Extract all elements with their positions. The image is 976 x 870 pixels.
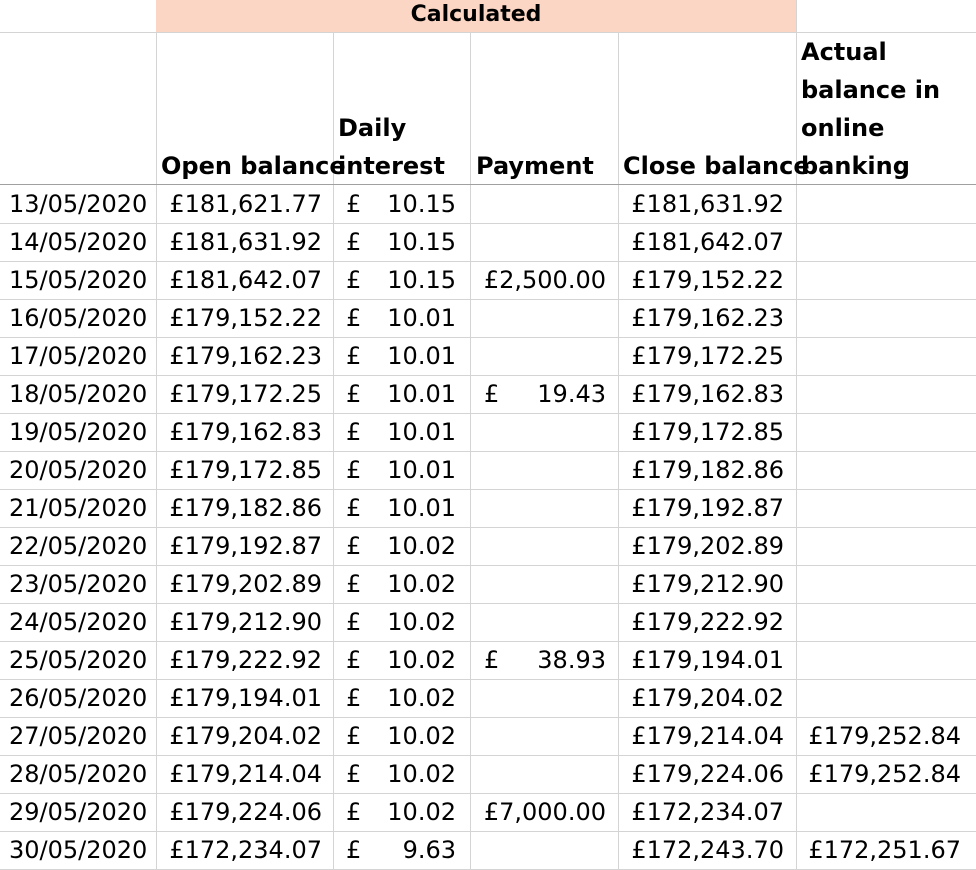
daily-interest-cell[interactable]: 10.01 xyxy=(387,304,456,332)
payment-cell[interactable] xyxy=(474,565,606,603)
table-row xyxy=(0,299,976,337)
open-balance-cell[interactable]: £172,234.07 xyxy=(169,836,322,864)
payment-currency-symbol: £ xyxy=(484,380,500,408)
actual-balance-cell[interactable] xyxy=(805,679,961,717)
payment-currency-symbol: £ xyxy=(484,646,500,674)
open-balance-cell[interactable]: £179,224.06 xyxy=(169,798,322,826)
payment-cell[interactable] xyxy=(474,831,606,869)
table-row xyxy=(0,831,976,869)
date-cell[interactable]: 27/05/2020 xyxy=(9,722,148,750)
actual-balance-cell[interactable] xyxy=(805,223,961,261)
interest-currency-symbol: £ xyxy=(346,266,362,294)
actual-balance-cell[interactable] xyxy=(805,261,961,299)
table-row xyxy=(0,565,976,603)
payment-cell[interactable] xyxy=(474,413,606,451)
open-balance-cell[interactable]: £179,172.25 xyxy=(169,380,322,408)
payment-cell[interactable] xyxy=(474,451,606,489)
daily-interest-cell[interactable]: 10.15 xyxy=(387,190,456,218)
payment-cell[interactable] xyxy=(474,793,606,831)
header-actual-balance-line: Actual xyxy=(801,38,887,66)
close-balance-cell[interactable]: £179,182.86 xyxy=(631,456,784,484)
table-row xyxy=(0,223,976,261)
table-row xyxy=(0,375,976,413)
daily-interest-cell[interactable]: 10.02 xyxy=(387,570,456,598)
daily-interest-cell[interactable]: 10.01 xyxy=(387,494,456,522)
table-row xyxy=(0,679,976,717)
table-row xyxy=(0,717,976,755)
open-balance-cell[interactable]: £179,222.92 xyxy=(169,646,322,674)
interest-currency-symbol: £ xyxy=(346,722,362,750)
payment-cell[interactable] xyxy=(474,603,606,641)
open-balance-cell[interactable]: £181,642.07 xyxy=(169,266,322,294)
close-balance-cell[interactable]: £179,212.90 xyxy=(631,570,784,598)
close-balance-cell[interactable]: £179,172.25 xyxy=(631,342,784,370)
interest-currency-symbol: £ xyxy=(346,798,362,826)
close-balance-cell[interactable]: £179,214.04 xyxy=(631,722,784,750)
payment-amount: 19.43 xyxy=(537,380,606,408)
interest-currency-symbol: £ xyxy=(346,380,362,408)
interest-currency-symbol: £ xyxy=(346,228,362,256)
close-balance-cell[interactable]: £172,234.07 xyxy=(631,798,784,826)
actual-balance-cell[interactable]: £179,252.84 xyxy=(808,722,961,750)
header-actual-balance-line: banking xyxy=(801,152,910,180)
open-balance-cell[interactable]: £179,212.90 xyxy=(169,608,322,636)
close-balance-cell[interactable]: £172,243.70 xyxy=(631,836,784,864)
daily-interest-cell[interactable]: 10.02 xyxy=(387,760,456,788)
interest-currency-symbol: £ xyxy=(346,532,362,560)
payment-cell[interactable] xyxy=(474,679,606,717)
actual-balance-cell[interactable] xyxy=(805,527,961,565)
interest-currency-symbol: £ xyxy=(346,342,362,370)
close-balance-cell[interactable]: £179,152.22 xyxy=(631,266,784,294)
table-row xyxy=(0,603,976,641)
actual-balance-cell[interactable] xyxy=(805,565,961,603)
close-balance-cell[interactable]: £179,202.89 xyxy=(631,532,784,560)
interest-currency-symbol: £ xyxy=(346,836,362,864)
actual-balance-cell[interactable] xyxy=(805,603,961,641)
table-row xyxy=(0,413,976,451)
close-balance-cell[interactable]: £179,192.87 xyxy=(631,494,784,522)
table-row xyxy=(0,261,976,299)
header-actual-balance-line: balance in xyxy=(801,76,941,104)
daily-interest-cell[interactable]: 10.02 xyxy=(387,646,456,674)
open-balance-cell[interactable]: £179,152.22 xyxy=(169,304,322,332)
actual-balance-cell[interactable] xyxy=(805,793,961,831)
payment-cell[interactable] xyxy=(474,489,606,527)
date-cell[interactable]: 14/05/2020 xyxy=(9,228,148,256)
actual-balance-cell[interactable] xyxy=(805,451,961,489)
close-balance-cell[interactable]: £179,224.06 xyxy=(631,760,784,788)
payment-amount: £7,000.00 xyxy=(483,798,606,826)
date-cell[interactable]: 22/05/2020 xyxy=(9,532,148,560)
open-balance-cell[interactable]: £179,192.87 xyxy=(169,532,322,560)
header-daily-interest-line: interest xyxy=(338,152,445,180)
daily-interest-cell[interactable]: 10.01 xyxy=(387,342,456,370)
interest-currency-symbol: £ xyxy=(346,418,362,446)
interest-currency-symbol: £ xyxy=(346,494,362,522)
daily-interest-cell[interactable]: 10.01 xyxy=(387,456,456,484)
payment-cell[interactable] xyxy=(474,375,606,413)
date-cell[interactable]: 13/05/2020 xyxy=(9,190,148,218)
daily-interest-cell[interactable]: 10.02 xyxy=(387,684,456,712)
open-balance-cell[interactable]: £179,194.01 xyxy=(169,684,322,712)
daily-interest-cell[interactable]: 10.15 xyxy=(387,228,456,256)
interest-currency-symbol: £ xyxy=(346,190,362,218)
interest-currency-symbol: £ xyxy=(346,570,362,598)
header-close-balance[interactable]: Close balance xyxy=(623,152,810,180)
payment-cell[interactable] xyxy=(474,641,606,679)
table-row xyxy=(0,527,976,565)
close-balance-cell[interactable]: £179,172.85 xyxy=(631,418,784,446)
open-balance-cell[interactable]: £179,214.04 xyxy=(169,760,322,788)
date-cell[interactable]: 29/05/2020 xyxy=(9,798,148,826)
table-row xyxy=(0,451,976,489)
actual-balance-cell[interactable] xyxy=(805,489,961,527)
open-balance-cell[interactable]: £179,202.89 xyxy=(169,570,322,598)
interest-currency-symbol: £ xyxy=(346,646,362,674)
date-cell[interactable]: 24/05/2020 xyxy=(9,608,148,636)
close-balance-cell[interactable]: £179,162.83 xyxy=(631,380,784,408)
close-balance-cell[interactable]: £179,194.01 xyxy=(631,646,784,674)
interest-currency-symbol: £ xyxy=(346,608,362,636)
payment-cell[interactable] xyxy=(474,299,606,337)
header-actual-balance[interactable] xyxy=(801,33,940,185)
open-balance-cell[interactable]: £179,162.83 xyxy=(169,418,322,446)
date-cell[interactable]: 15/05/2020 xyxy=(9,266,148,294)
close-balance-cell[interactable]: £181,631.92 xyxy=(631,190,784,218)
actual-balance-cell[interactable] xyxy=(805,413,961,451)
open-balance-cell[interactable]: £181,621.77 xyxy=(169,190,322,218)
actual-balance-cell[interactable]: £172,251.67 xyxy=(808,836,961,864)
actual-balance-cell[interactable] xyxy=(805,375,961,413)
open-balance-cell[interactable]: £179,182.86 xyxy=(169,494,322,522)
daily-interest-cell[interactable]: 10.15 xyxy=(387,266,456,294)
open-balance-cell[interactable]: £181,631.92 xyxy=(169,228,322,256)
daily-interest-cell[interactable]: 10.01 xyxy=(387,380,456,408)
header-payment[interactable]: Payment xyxy=(476,152,594,180)
close-balance-cell[interactable]: £179,204.02 xyxy=(631,684,784,712)
date-cell[interactable]: 20/05/2020 xyxy=(9,456,148,484)
payment-cell[interactable] xyxy=(474,755,606,793)
payment-cell[interactable] xyxy=(474,261,606,299)
close-balance-cell[interactable]: £179,162.23 xyxy=(631,304,784,332)
close-balance-cell[interactable]: £179,222.92 xyxy=(631,608,784,636)
daily-interest-cell[interactable]: 10.02 xyxy=(387,798,456,826)
actual-balance-cell[interactable] xyxy=(805,299,961,337)
calculated-banner-label: Calculated xyxy=(410,2,542,27)
date-cell[interactable]: 18/05/2020 xyxy=(9,380,148,408)
table-row xyxy=(0,755,976,793)
actual-balance-cell[interactable] xyxy=(805,337,961,375)
date-cell[interactable]: 23/05/2020 xyxy=(9,570,148,598)
open-balance-cell[interactable]: £179,162.23 xyxy=(169,342,322,370)
date-cell[interactable]: 28/05/2020 xyxy=(9,760,148,788)
interest-currency-symbol: £ xyxy=(346,760,362,788)
payment-cell[interactable] xyxy=(474,185,606,223)
daily-interest-cell[interactable]: 10.02 xyxy=(387,608,456,636)
date-cell[interactable]: 19/05/2020 xyxy=(9,418,148,446)
open-balance-cell[interactable]: £179,204.02 xyxy=(169,722,322,750)
payment-amount: £2,500.00 xyxy=(483,266,606,294)
open-balance-cell[interactable]: £179,172.85 xyxy=(169,456,322,484)
daily-interest-cell[interactable]: 10.01 xyxy=(387,418,456,446)
table-row xyxy=(0,337,976,375)
payment-cell[interactable] xyxy=(474,717,606,755)
close-balance-cell[interactable]: £181,642.07 xyxy=(631,228,784,256)
table-row xyxy=(0,489,976,527)
interest-currency-symbol: £ xyxy=(346,684,362,712)
payment-cell[interactable] xyxy=(474,527,606,565)
payment-cell[interactable] xyxy=(474,223,606,261)
table-row xyxy=(0,641,976,679)
interest-currency-symbol: £ xyxy=(346,304,362,332)
date-cell[interactable]: 30/05/2020 xyxy=(9,836,148,864)
payment-amount: 38.93 xyxy=(537,646,606,674)
header-daily-interest[interactable] xyxy=(338,109,445,185)
date-cell[interactable]: 25/05/2020 xyxy=(9,646,148,674)
daily-interest-cell[interactable]: 9.63 xyxy=(402,836,456,864)
table-row xyxy=(0,185,976,223)
daily-interest-cell[interactable]: 10.02 xyxy=(387,532,456,560)
date-cell[interactable]: 26/05/2020 xyxy=(9,684,148,712)
header-open-balance[interactable]: Open balance xyxy=(161,152,346,180)
table-row xyxy=(0,793,976,831)
interest-currency-symbol: £ xyxy=(346,456,362,484)
actual-balance-cell[interactable] xyxy=(805,641,961,679)
date-cell[interactable]: 21/05/2020 xyxy=(9,494,148,522)
actual-balance-cell[interactable] xyxy=(805,185,961,223)
payment-cell[interactable] xyxy=(474,337,606,375)
header-daily-interest-line: Daily xyxy=(338,114,407,142)
actual-balance-cell[interactable]: £179,252.84 xyxy=(808,760,961,788)
daily-interest-cell[interactable]: 10.02 xyxy=(387,722,456,750)
date-cell[interactable]: 17/05/2020 xyxy=(9,342,148,370)
header-actual-balance-line: online xyxy=(801,114,885,142)
date-cell[interactable]: 16/05/2020 xyxy=(9,304,148,332)
